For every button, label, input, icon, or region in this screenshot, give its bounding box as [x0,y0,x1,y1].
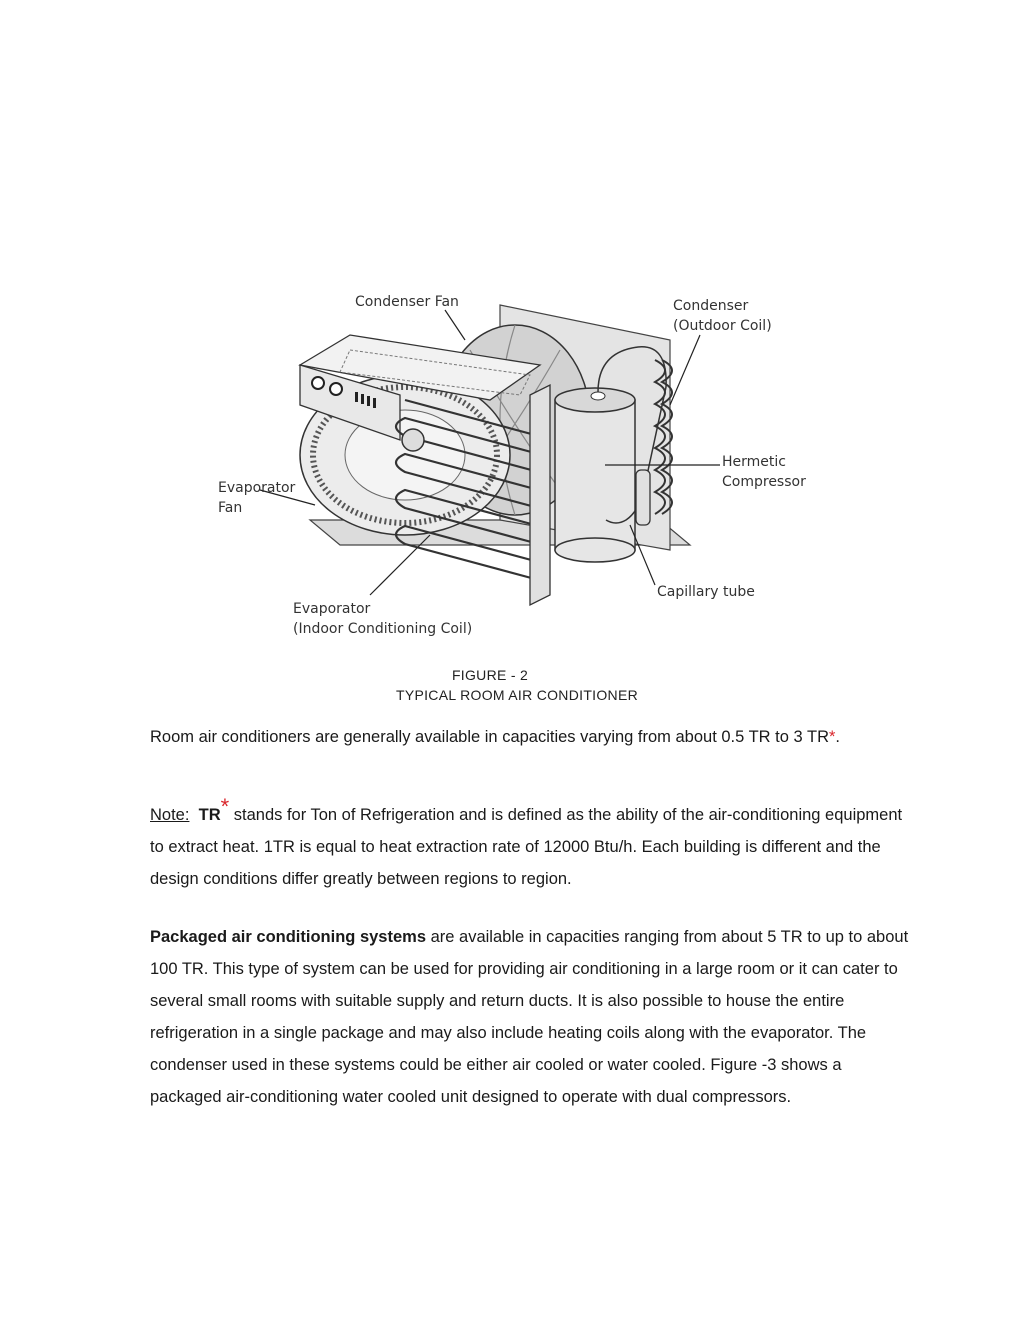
room-ac-diagram [200,280,830,710]
label-condenser: Condenser [673,298,749,314]
paragraph-note [150,794,910,895]
figure-caption-number: FIGURE - 2 [451,667,529,683]
label-condenser-sub: (Outdoor Coil) [673,318,772,334]
note-label: Note: [150,806,190,824]
divider-panel [530,385,550,605]
note-asterisk: * [220,794,230,819]
note-tr: TR [198,806,221,824]
p1-asterisk: * [828,728,836,746]
figure-caption-title: TYPICAL ROOM AIR CONDITIONER [395,687,639,703]
label-condenser-fan: Condenser Fan [355,294,459,310]
label-evaporator-sub: (Indoor Conditioning Coil) [293,621,473,637]
room-ac-figure [200,280,830,710]
paragraph-packaged-ac [150,921,910,1113]
paragraph-room-ac-capacity [150,721,910,753]
control-knob-2 [330,383,342,395]
label-evaporator-fan: Evaporator [218,480,296,496]
p3-bold-heading: Packaged air conditioning systems [150,928,427,946]
p3-text: are available in capacities ranging from about 5 TR to up to about 100 TR. This type of system can be used for providing air conditioning in a large room or it can cater to several small rooms with suitable supply and return ducts. It is also possible to house the entire refrigeration in a single package and may also include heating coils along with the evaporator. The condenser used in these systems could be either air cooled or water cooled. Figure -3 shows a packaged air-conditioning water cooled unit designed to operate with dual compressors. [150,928,909,1106]
control-knob-1 [312,377,324,389]
note-text: stands for Ton of Refrigeration and is defined as the ability of the air-conditioning equipment to extract heat. 1TR is equal to heat extraction rate of 12000 Btu/h. Each building is different and the design conditions differ greatly between regions to region. [150,806,903,888]
label-capillary-tube: Capillary tube [657,584,755,600]
label-hermetic: Hermetic [722,454,786,470]
accumulator [636,470,650,525]
p1-period: . [835,728,840,746]
motor [402,429,424,451]
label-evaporator-fan-sub: Fan [218,500,243,516]
label-compressor: Compressor [722,474,806,490]
label-evaporator: Evaporator [293,601,371,617]
hermetic-compressor [555,388,635,562]
p1-text: Room air conditioners are generally available in capacities varying from about 0.5 TR to 3 TR [150,728,829,746]
